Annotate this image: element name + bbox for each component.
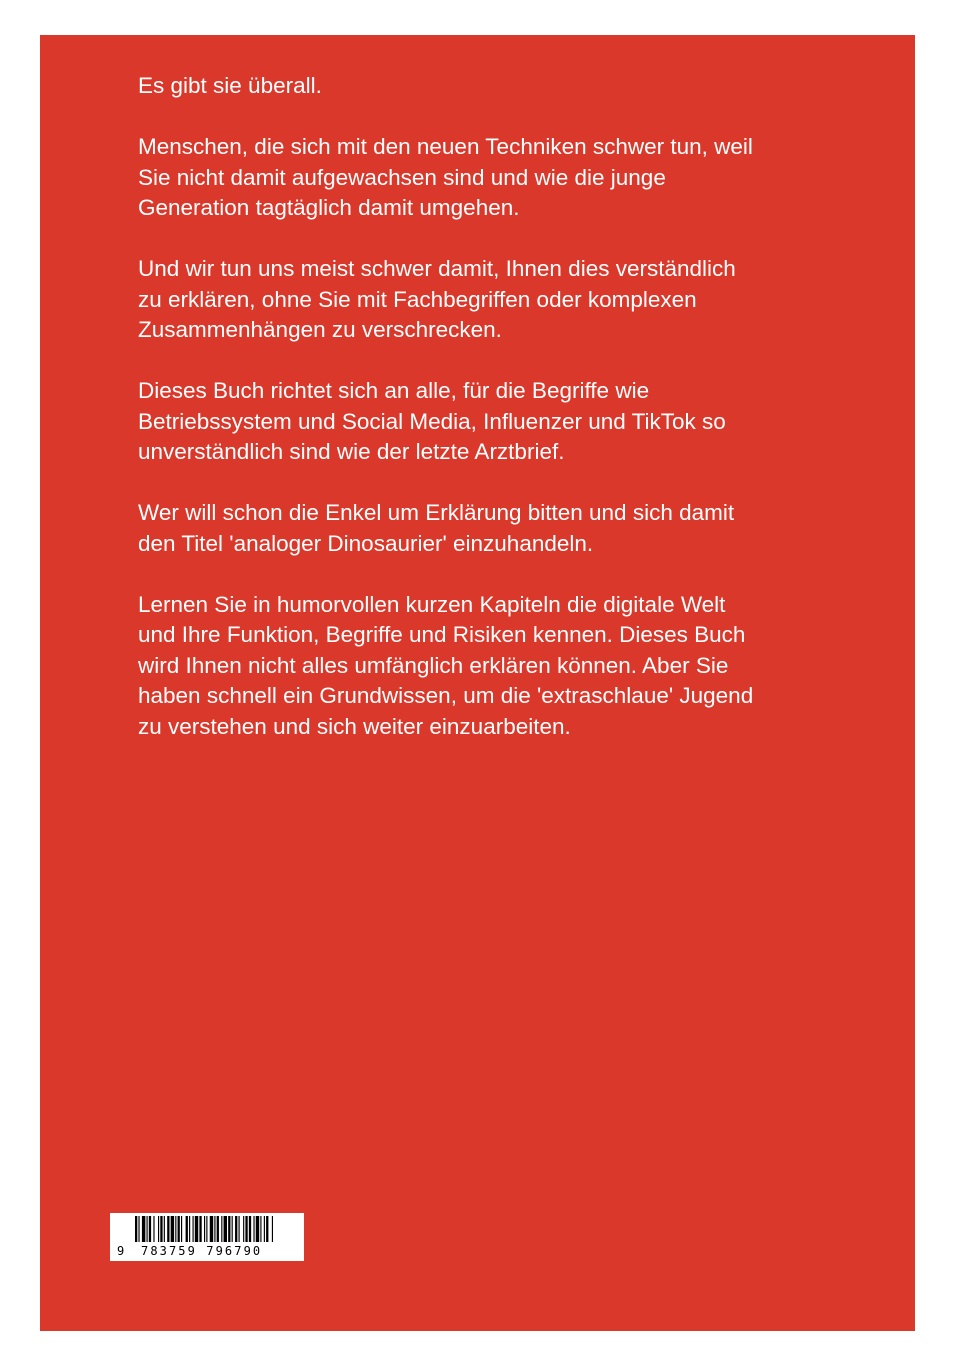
barcode-bar: [245, 1216, 247, 1242]
paragraph-6: Lernen Sie in humorvollen kurzen Kapiteln die digitale Welt und Ihre Funktion, Begriffe und Risiken kennen. Dieses Buch wird Ihnen nicht alles umfänglich erklären können. Aber Sie haben schnell ein Grundwissen, um die 'extraschlaue' Jugend zu verstehen und sich weiter einzuarbeiten.: [138, 591, 754, 739]
barcode-bar: [235, 1216, 237, 1242]
barcode-bar: [178, 1216, 180, 1242]
barcode-bar: [221, 1216, 222, 1242]
barcode-bar: [138, 1216, 139, 1242]
barcode-bar: [135, 1216, 137, 1242]
barcode-bar: [224, 1216, 227, 1242]
barcode-bar: [243, 1216, 244, 1242]
barcode-bar: [217, 1216, 219, 1242]
barcode-bar: [171, 1216, 174, 1242]
barcode-bar: [214, 1216, 215, 1242]
barcode-bar: [164, 1216, 165, 1242]
barcode-bar: [142, 1216, 145, 1242]
blurb-text: [138, 71, 838, 773]
back-cover: [40, 35, 915, 1331]
paragraph-4: Dieses Buch richtet sich an alle, für die Begriffe wie Betriebssystem und Social Media, Influenzer und TikTok so unverständlich sind wie der letzte Arztbrief.: [138, 378, 726, 464]
barcode-bar: [175, 1216, 176, 1242]
barcode-bar: [186, 1216, 188, 1242]
barcode-bar: [253, 1216, 254, 1242]
barcode-bar: [272, 1216, 273, 1242]
paragraph-5: Wer will schon die Enkel um Erklärung bitten und sich damit den Titel 'analoger Dinosaurier' einzuhandeln.: [138, 500, 735, 556]
barcode-bar: [206, 1216, 207, 1242]
barcode-bar: [160, 1216, 162, 1242]
barcode-bar: [167, 1216, 169, 1242]
barcode-bar: [147, 1216, 148, 1242]
barcode-bars: [111, 1214, 305, 1244]
barcode-bar: [256, 1216, 259, 1242]
paragraph-3: Und wir tun uns meist schwer damit, Ihnen dies verständlich zu erklären, ohne Sie mit Fachbegriffen oder komplexen Zusammenhängen zu verschrecken.: [138, 256, 736, 342]
barcode-bar: [153, 1216, 154, 1242]
barcode-digits: 783759 796790: [141, 1244, 263, 1258]
barcode-bar: [158, 1216, 159, 1242]
isbn-barcode: [110, 1213, 304, 1261]
paragraph-1: Es gibt sie überall.: [138, 73, 322, 98]
barcode-bar: [266, 1216, 268, 1242]
barcode-bar: [193, 1216, 194, 1242]
barcode-bar: [189, 1216, 190, 1242]
barcode-first-digit: 9: [117, 1244, 125, 1258]
barcode-bar: [232, 1216, 233, 1242]
barcode-bar: [195, 1216, 198, 1242]
barcode-bar: [264, 1216, 265, 1242]
barcode-bar: [149, 1216, 151, 1242]
barcode-bar: [181, 1216, 182, 1242]
paragraph-2: Menschen, die sich mit den neuen Techniken schwer tun, weil Sie nicht damit aufgewachsen sind und wie die junge Generation tagtäglich damit umgehen.: [138, 134, 753, 220]
barcode-bar: [260, 1216, 261, 1242]
barcode-bar: [239, 1216, 240, 1242]
barcode-bar: [228, 1216, 230, 1242]
barcode-bar: [199, 1216, 201, 1242]
barcode-bar: [204, 1216, 205, 1242]
barcode-bar: [249, 1216, 251, 1242]
barcode-bar: [210, 1216, 213, 1242]
